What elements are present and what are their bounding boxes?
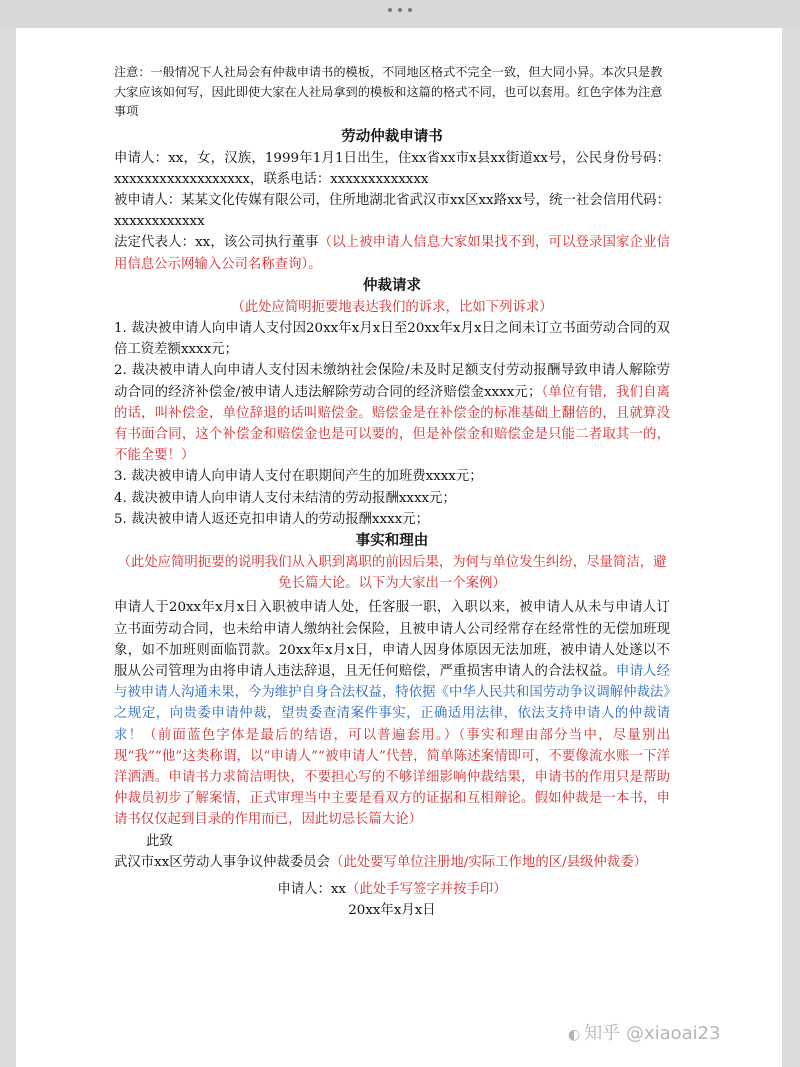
claim-2-text: 2. 裁决被申请人向申请人支付因未缴纳社会保险/未及时足额支付劳动报酬导致申请人解除劳动合同的经济补偿金/被申请人违法解除劳动合同的经济赔偿金xxxx元； [114,363,670,400]
document-title: 劳动仲裁申请书 [341,127,443,145]
claim-2-note: （单位有错，我们自离的话，叫补偿金，单位辞退的话叫赔偿金。赔偿金是在补偿金的标准基础上翻倍的，且就算没有书面合同，这个补偿金和赔偿金也是可以要的，但是补偿金和赔偿金是只能二者取其一的，不能全要！） [114,384,670,464]
signature-note: （此处手写签字并按手印） [345,882,507,897]
claims-title: 仲裁请求 [363,276,421,294]
signature-text: 申请人：xx [277,882,346,897]
claim-item-5: 5. 裁决被申请人返还克扣申请人的劳动报酬xxxx元； [114,511,430,527]
applicant-info: 申请人：xx，女，汉族，1999年1月1日出生，住xx省xx市x县xx街道xx号，公民身份号码：xxxxxxxxxxxxxxxxxx，联系电话：xxxxxxxxxxxxx [114,150,670,187]
zhihu-logo-icon: ◐ [568,1027,581,1043]
signature-line [114,879,670,900]
legal-rep-text: 法定代表人：xx，该公司执行董事 [114,235,319,251]
committee-line [114,852,670,873]
claim-item-1: 1. 裁决被申请人向申请人支付因20xx年x月x日至20xx年x月x日之间未订立书面劳动合同的双倍工资差额xxxx元； [114,320,670,358]
facts-conclusion: 申请人经与被申请人沟通未果，今为维护自身合法权益，特依据《中华人民共和国劳动争议调解仲裁法》之规定，向贵委申请仲裁，望贵委查清案件事实，正确适用法律，依法支持申请人的仲裁请求！ [114,663,671,743]
facts-notes: （前面蓝色字体是最后的结语，可以普遍套用。）（事实和理由部分当中，尽量别出现“我”“他”这类称谓，以“申请人”“被申请人”代替，简单陈述案情即可，不要像流水账一下洋洋洒洒。申请书力求简洁明快，不要担心写的不够详细影响仲裁结果，申请书的作用只是帮助仲裁员初步了解案情，正式审理当中主要是看双方的证据和互相辩论。假如仲裁是一本书，申请书仅仅起到目录的作用而已，因此切忌长篇大论） [114,727,670,828]
claim-item-4: 4. 裁决被申请人向申请人支付未结清的劳动报酬xxxx元； [114,490,456,506]
committee-note: （此处要写单位注册地/实际工作地的区/县级仲裁委） [329,854,647,870]
document-content [114,63,670,921]
legal-rep-note: （以上被申请人信息大家如果找不到，可以登录国家企业信用信息公示网输入公司名称查询）。 [114,235,670,272]
note-paragraph: 注意：一般情况下人社局会有仲裁申请书的模板，不同地区格式不完全一致，但大同小异。本次只是教大家应该如何写，因此即使大家在人社局拿到的模板和这篇的格式不同，也可以套用。红色字体为注意事项 [114,65,663,118]
legal-representative [114,232,670,274]
facts-body-text: 申请人于20xx年x月x日入职被申请人处，任客服一职，入职以来，被申请人从未与申请人订立书面劳动合同，也未给申请人缴纳社会保险，且被申请人公司经常存在经常性的无偿加班现象，如不加班则面临罚款。20xx年x月x日，申请人因身体原因无法加班，被申请人处遂以不服从公司管理为由将申请人违法辞退，且无任何赔偿，严重损害申请人的合法权益。 [114,600,670,679]
claim-item-3: 3. 裁决被申请人向申请人支付在职期间产生的加班费xxxx元； [114,469,483,485]
claims-note: （此处应简明扼要地表达我们的诉求，比如下列诉求） [231,299,553,315]
facts-title: 事实和理由 [355,531,429,549]
claim-item-2 [114,360,670,466]
committee-name: 武汉市xx区劳动人事争议仲裁委员会 [114,854,330,870]
respondent-info: 被申请人：某某文化传媒有限公司，住所地湖北省武汉市xx区xx路xx号，统一社会信用代码：xxxxxxxxxxxx [114,192,670,230]
facts-note: （此处应简明扼要的说明我们从入职到离职的前因后果，为何与单位发生纠纷，尽量简洁，避免长篇大论。以下为大家出一个案例） [117,554,667,592]
document-date: 20xx年x月x日 [348,903,436,919]
viewer-top-bar [0,0,800,28]
more-options-icon[interactable] [388,8,412,14]
watermark-text: 知乎 @xiaoai23 [584,1023,721,1044]
facts-body [114,597,670,830]
closing-salutation: 此致 [146,833,173,849]
zhihu-watermark [568,1019,721,1045]
